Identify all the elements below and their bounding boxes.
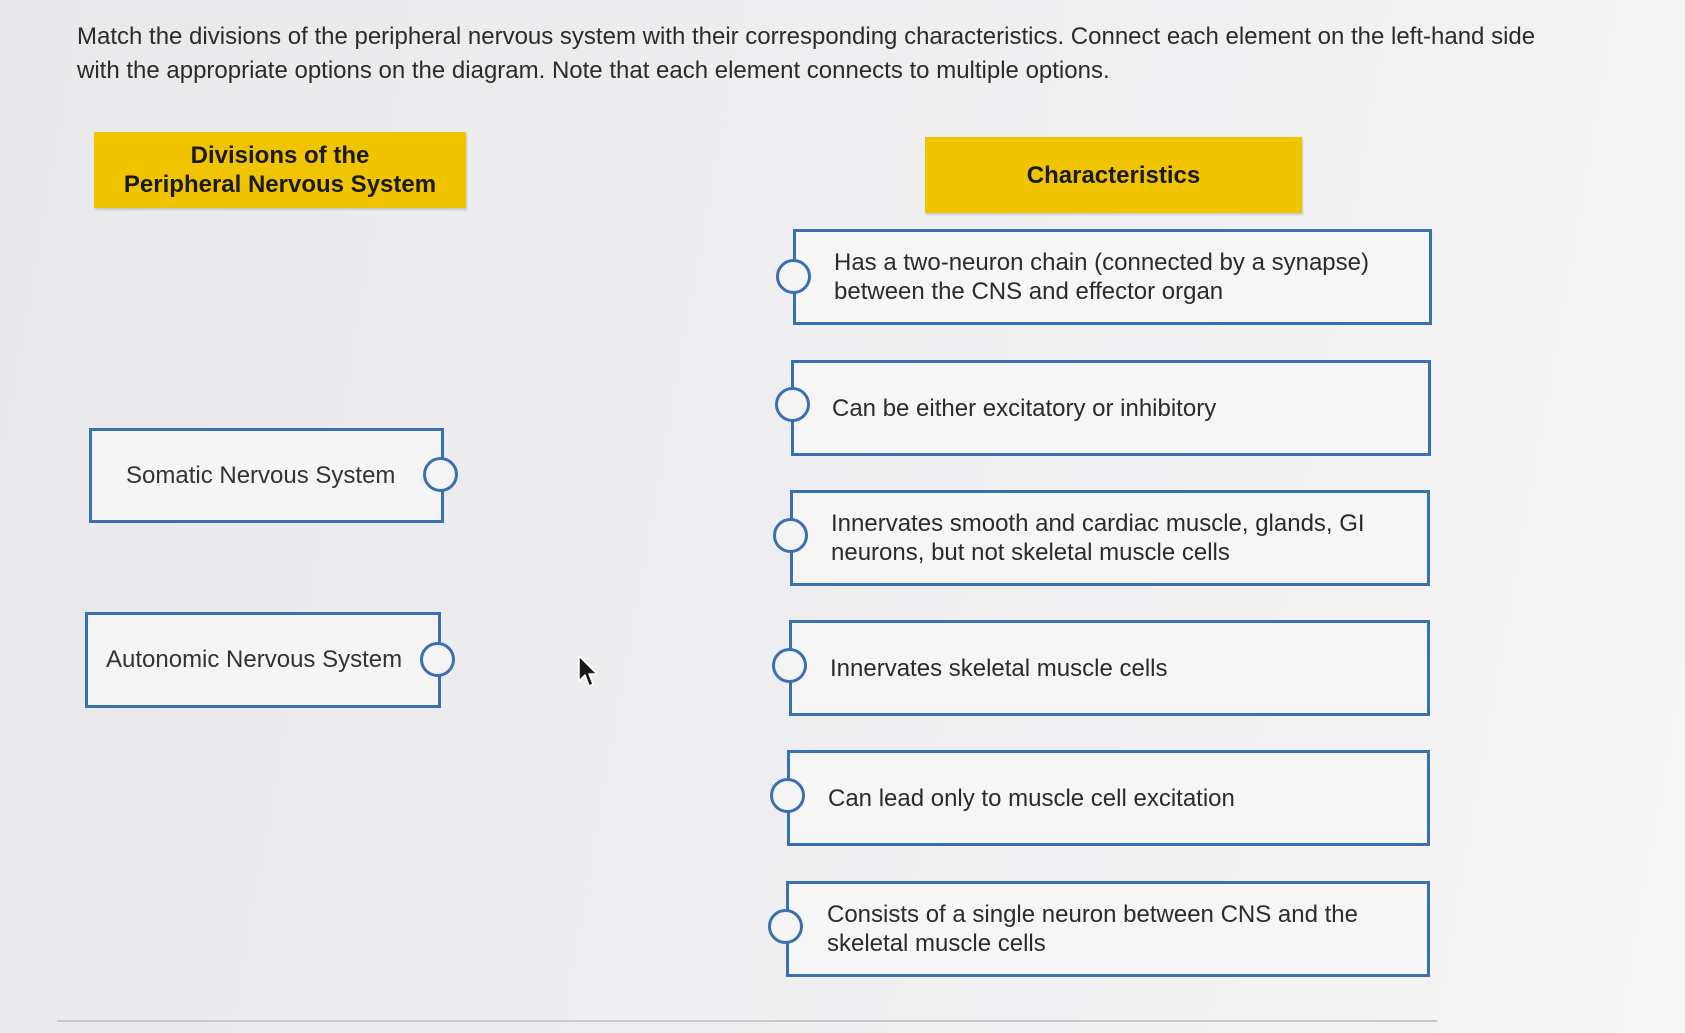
divisions-header-label: Divisions of the Peripheral Nervous System: [123, 142, 437, 198]
characteristic-skeletal-muscle[interactable]: [789, 620, 1430, 716]
mouse-pointer-icon: [578, 655, 600, 689]
somatic-connector-icon[interactable]: [423, 457, 458, 492]
characteristic-connector-icon[interactable]: [772, 648, 807, 683]
characteristic-connector-icon[interactable]: [775, 387, 810, 422]
autonomic-connector-icon[interactable]: [420, 642, 455, 677]
characteristic-label: Innervates smooth and cardiac muscle, glands, GI neurons, but not skeletal muscle cells: [831, 510, 1365, 566]
instructions-text: Match the divisions of the peripheral nervous system with their corresponding characteristics. Connect each element on the left-hand side with the appropriate options on the diagram. Note that each element connects to multiple options.: [77, 23, 1536, 84]
division-autonomic[interactable]: [85, 612, 441, 708]
characteristic-connector-icon[interactable]: [776, 259, 811, 294]
characteristics-header: [925, 137, 1302, 213]
characteristic-two-neuron-chain[interactable]: [793, 229, 1432, 325]
characteristic-label: Can be either excitatory or inhibitory: [832, 394, 1217, 422]
characteristic-connector-icon[interactable]: [770, 778, 805, 813]
divisions-header: [94, 132, 466, 208]
characteristic-excitatory-inhibitory[interactable]: [791, 360, 1431, 456]
characteristic-label: Can lead only to muscle cell excitation: [828, 784, 1235, 812]
division-somatic[interactable]: [89, 428, 444, 523]
characteristic-label: Has a two-neuron chain (connected by a synapse) between the CNS and effector organ: [834, 249, 1369, 305]
division-label: Somatic Nervous System: [126, 461, 396, 489]
characteristic-label: Consists of a single neuron between CNS and the skeletal muscle cells: [827, 901, 1358, 957]
characteristic-smooth-cardiac[interactable]: [790, 490, 1430, 586]
characteristic-excitation-only[interactable]: [787, 750, 1430, 846]
characteristic-single-neuron[interactable]: [786, 881, 1430, 977]
division-label: Autonomic Nervous System: [106, 646, 403, 673]
characteristic-label: Innervates skeletal muscle cells: [830, 654, 1168, 682]
characteristics-header-label: Characteristics: [1026, 161, 1201, 189]
characteristic-connector-icon[interactable]: [768, 909, 803, 944]
characteristic-connector-icon[interactable]: [773, 518, 808, 553]
divider: [57, 1020, 1437, 1022]
